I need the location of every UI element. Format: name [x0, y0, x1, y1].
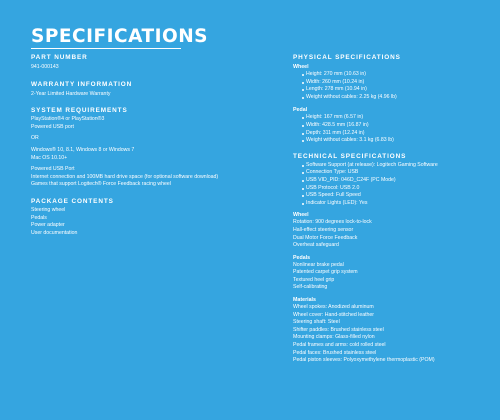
part-number-heading: PART NUMBER	[31, 54, 88, 61]
technical-pedals-list	[293, 262, 498, 292]
list-item: USB Protocol: USB 2.0	[306, 185, 498, 193]
list-item: Shifter paddles: Brushed stainless steel	[293, 326, 384, 333]
list-item: Height: 270 mm (10.63 in)	[306, 71, 498, 79]
list-item: Steering shaft: Steel	[293, 319, 340, 326]
list-item: Powered USB port	[31, 123, 74, 130]
technical-wheel-list	[293, 219, 498, 249]
list-item: Windows® 10, 8.1, Windows 8 or Windows 7	[31, 146, 135, 153]
list-item: USB VID_PID: 046D_C24F (PC Mode)	[306, 177, 498, 185]
list-item: Textured heel grip	[293, 276, 335, 283]
list-item: Patented carpet grip system	[293, 269, 358, 276]
physical-wheel-list	[293, 71, 498, 101]
warranty-value: 2-Year Limited Hardware Warranty	[31, 90, 111, 97]
technical-materials-label: Materials	[293, 297, 316, 304]
technical-list	[293, 162, 498, 208]
list-item: Height: 167 mm (6.57 in)	[306, 114, 498, 122]
technical-materials-list	[293, 304, 498, 365]
list-item: Wheel spokes: Anodized aluminum	[293, 304, 374, 311]
warranty-heading: WARRANTY INFORMATION	[31, 80, 133, 88]
list-item: Internet connection and 100MB hard drive space (for optional software download)	[31, 173, 219, 180]
list-item: Weight without cables: 2.25 kg (4.96 lb)	[306, 94, 498, 102]
system-group-console	[31, 116, 266, 131]
list-item: Rotation: 900 degrees lock-to-lock	[293, 219, 372, 226]
list-item: Width: 428.5 mm (16.87 in)	[306, 122, 498, 130]
physical-pedal-label: Pedal	[293, 107, 308, 114]
list-item: Mac OS 10.10+	[31, 154, 68, 161]
package-contents-list	[31, 207, 266, 237]
list-item: Pedals	[31, 214, 47, 221]
list-item: Pedal piston sleeves: Polyoxymethylene thermoplastic (POM)	[293, 357, 435, 364]
title-underline	[31, 48, 181, 49]
list-item: Width: 260 mm (10.24 in)	[306, 79, 498, 87]
left-column	[31, 54, 266, 237]
system-group-pc	[31, 147, 266, 162]
list-item: PlayStation®4 or PlayStation®3	[31, 116, 105, 123]
list-item: Self-calibrating	[293, 284, 328, 291]
list-item: USB Speed: Full Speed	[306, 192, 498, 200]
system-or-label: OR	[31, 135, 39, 142]
list-item: Wheel cover: Hand-stitched leather	[293, 311, 375, 318]
system-group-extra	[31, 166, 266, 189]
list-item: Powered USB Port	[31, 166, 75, 173]
physical-pedal-list	[293, 114, 498, 144]
list-item: Indicator Lights (LED): Yes	[306, 200, 498, 208]
part-number-value: 941-000143	[31, 64, 59, 70]
system-requirements-heading: SYSTEM REQUIREMENTS	[31, 107, 128, 115]
list-item: User documentation	[31, 229, 78, 236]
list-item: Pedal frames and arms: cold rolled steel	[293, 342, 386, 349]
technical-wheel-label: Wheel	[293, 212, 309, 219]
list-item: Length: 278 mm (10.94 in)	[306, 86, 498, 94]
list-item: Software Support (at release): Logitech Gaming Software	[306, 162, 498, 170]
list-item: Dual Motor Force Feedback	[293, 234, 358, 241]
list-item: Power adapter	[31, 222, 65, 229]
list-item: Nonlinear brake pedal	[293, 261, 344, 268]
list-item: Mounting clamps: Glass-filled nylon	[293, 334, 375, 341]
list-item: Connection Type: USB	[306, 169, 498, 177]
list-item: Steering wheel	[31, 206, 66, 213]
list-item: Overheat safeguard	[293, 242, 339, 249]
right-column	[293, 54, 498, 365]
list-item: Depth: 311 mm (12.24 in)	[306, 130, 498, 138]
page-title: SPECIFICATIONS	[31, 26, 208, 47]
list-item: Pedal faces: Brushed stainless steel	[293, 349, 377, 356]
physical-specifications-heading: PHYSICAL SPECIFICATIONS	[293, 54, 401, 61]
list-item: Games that support Logitech® Force Feedback racing wheel	[31, 181, 171, 188]
technical-specifications-heading: TECHNICAL SPECIFICATIONS	[293, 152, 407, 160]
package-contents-heading: PACKAGE CONTENTS	[31, 197, 114, 205]
technical-pedals-label: Pedals	[293, 254, 311, 261]
physical-wheel-label: Wheel	[293, 64, 309, 70]
list-item: Weight without cables: 3.1 kg (6.83 lb)	[306, 137, 498, 145]
list-item: Hall-effect steering sensor	[293, 226, 354, 233]
